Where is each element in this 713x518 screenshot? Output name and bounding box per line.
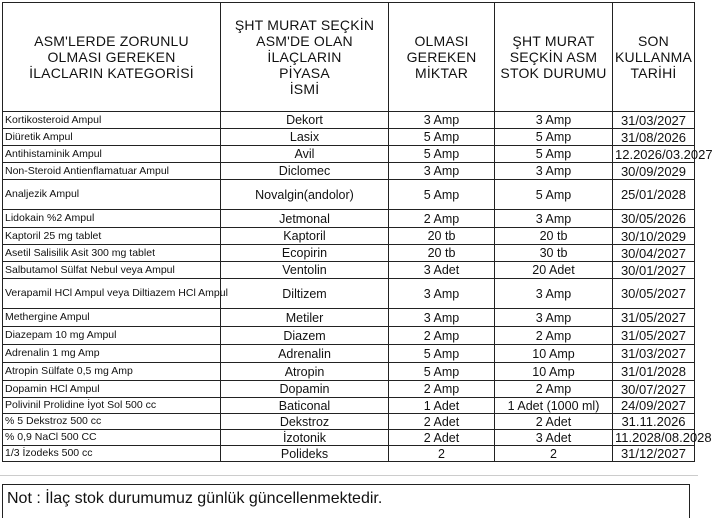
cell-stock: 5 Amp bbox=[495, 146, 613, 163]
medication-sheet bbox=[2, 2, 713, 462]
table-row bbox=[3, 210, 695, 228]
table-row bbox=[3, 309, 695, 327]
cell-brand: Adrenalin bbox=[221, 345, 389, 363]
cell-expiry: 31.11.2026 bbox=[613, 414, 695, 430]
cell-stock: 2 bbox=[495, 446, 613, 462]
cell-stock: 5 Amp bbox=[495, 129, 613, 146]
table-row bbox=[3, 112, 695, 129]
cell-required: 5 Amp bbox=[389, 129, 495, 146]
cell-expiry: 31/12/2027 bbox=[613, 446, 695, 462]
cell-brand: Atropin bbox=[221, 363, 389, 381]
table-row bbox=[3, 279, 695, 309]
table-row bbox=[3, 262, 695, 279]
header-expiry-date: SON KULLANMA TARİHİ bbox=[613, 3, 695, 112]
cell-category: Adrenalin 1 mg Amp bbox=[3, 345, 221, 363]
cell-expiry: 31/03/2027 bbox=[613, 112, 695, 129]
cell-category: Kaptoril 25 mg tablet bbox=[3, 228, 221, 245]
cell-category: Methergine Ampul bbox=[3, 309, 221, 327]
medication-table bbox=[2, 2, 713, 462]
cell-category: Antihistaminik Ampul bbox=[3, 146, 221, 163]
cell-brand: Dekstroz bbox=[221, 414, 389, 430]
cell-expiry: 30/09/2029 bbox=[613, 163, 695, 180]
cell-expiry: 12.2026/03.2027 bbox=[613, 146, 695, 163]
table-row bbox=[3, 327, 695, 345]
cell-category: Kortikosteroid Ampul bbox=[3, 112, 221, 129]
cell-expiry: 31/05/2027 bbox=[613, 309, 695, 327]
cell-required: 3 Adet bbox=[389, 262, 495, 279]
cell-brand: İzotonik bbox=[221, 430, 389, 446]
cell-stock: 3 Amp bbox=[495, 112, 613, 129]
cell-brand: Avil bbox=[221, 146, 389, 163]
cell-brand: Diazem bbox=[221, 327, 389, 345]
header-stock-status: ŞHT MURAT SEÇKİN ASM STOK DURUMU bbox=[495, 3, 613, 112]
cell-category: Polivinil Prolidine İyot Sol 500 cc bbox=[3, 398, 221, 414]
cell-expiry: 31/01/2028 bbox=[613, 363, 695, 381]
cell-required: 3 Amp bbox=[389, 163, 495, 180]
cell-brand: Diclomec bbox=[221, 163, 389, 180]
cell-stock: 3 Amp bbox=[495, 279, 613, 309]
cell-brand: Dopamin bbox=[221, 381, 389, 398]
table-row bbox=[3, 446, 695, 462]
table-row bbox=[3, 381, 695, 398]
cell-required: 2 Amp bbox=[389, 210, 495, 228]
cell-stock: 2 Amp bbox=[495, 327, 613, 345]
cell-expiry: 31/03/2027 bbox=[613, 345, 695, 363]
stock-note: Not : İlaç stok durumumuz günlük güncellenmektedir. bbox=[2, 484, 690, 518]
cell-required: 20 tb bbox=[389, 228, 495, 245]
cell-stock: 3 Adet bbox=[495, 430, 613, 446]
cell-expiry: 30/07/2027 bbox=[613, 381, 695, 398]
cell-category: Dopamin HCl Ampul bbox=[3, 381, 221, 398]
cell-category: Diazepam 10 mg Ampul bbox=[3, 327, 221, 345]
cell-brand: Polideks bbox=[221, 446, 389, 462]
table-row bbox=[3, 430, 695, 446]
cell-category: Verapamil HCl Ampul veya Diltiazem HCl Ampul bbox=[3, 279, 221, 309]
cell-brand: Ventolin bbox=[221, 262, 389, 279]
cell-category: Analjezik Ampul bbox=[3, 180, 221, 210]
cell-stock: 20 tb bbox=[495, 228, 613, 245]
header-brand-name: ŞHT MURAT SEÇKİN ASM'DE OLAN İLAÇLARIN PİYASA İSMİ bbox=[221, 3, 389, 112]
cell-stock: 5 Amp bbox=[495, 180, 613, 210]
cell-category: Diüretik Ampul bbox=[3, 129, 221, 146]
cell-required: 5 Amp bbox=[389, 180, 495, 210]
cell-expiry: 30/01/2027 bbox=[613, 262, 695, 279]
cell-required: 20 tb bbox=[389, 245, 495, 262]
table-row bbox=[3, 228, 695, 245]
header-row bbox=[3, 3, 695, 112]
cell-required: 2 Adet bbox=[389, 430, 495, 446]
table-row bbox=[3, 414, 695, 430]
cell-stock: 20 Adet bbox=[495, 262, 613, 279]
cell-brand: Dekort bbox=[221, 112, 389, 129]
table-row bbox=[3, 163, 695, 180]
cell-brand: Kaptoril bbox=[221, 228, 389, 245]
cell-expiry: 31/05/2027 bbox=[613, 327, 695, 345]
cell-expiry: 30/10/2029 bbox=[613, 228, 695, 245]
cell-brand: Diltizem bbox=[221, 279, 389, 309]
cell-required: 1 Adet bbox=[389, 398, 495, 414]
header-category: ASM'LERDE ZORUNLU OLMASI GEREKEN İLACLARIN KATEGORİSİ bbox=[3, 3, 221, 112]
cell-expiry: 25/01/2028 bbox=[613, 180, 695, 210]
cell-required: 5 Amp bbox=[389, 363, 495, 381]
cell-required: 3 Amp bbox=[389, 279, 495, 309]
divider bbox=[0, 475, 698, 476]
cell-required: 2 Adet bbox=[389, 414, 495, 430]
header-required-quantity: OLMASI GEREKEN MİKTAR bbox=[389, 3, 495, 112]
cell-required: 2 Amp bbox=[389, 327, 495, 345]
cell-stock: 2 Amp bbox=[495, 381, 613, 398]
cell-stock: 1 Adet (1000 ml) bbox=[495, 398, 613, 414]
cell-stock: 3 Amp bbox=[495, 309, 613, 327]
cell-stock: 3 Amp bbox=[495, 163, 613, 180]
cell-category: Atropin Sülfate 0,5 mg Amp bbox=[3, 363, 221, 381]
cell-category: % 5 Dekstroz 500 cc bbox=[3, 414, 221, 430]
cell-category: % 0,9 NaCl 500 CC bbox=[3, 430, 221, 446]
cell-stock: 10 Amp bbox=[495, 345, 613, 363]
cell-brand: Baticonal bbox=[221, 398, 389, 414]
cell-category: Asetil Salisilik Asit 300 mg tablet bbox=[3, 245, 221, 262]
cell-expiry: 30/04/2027 bbox=[613, 245, 695, 262]
cell-required: 3 Amp bbox=[389, 309, 495, 327]
cell-stock: 2 Adet bbox=[495, 414, 613, 430]
cell-brand: Lasix bbox=[221, 129, 389, 146]
cell-brand: Novalgin(andolor) bbox=[221, 180, 389, 210]
cell-expiry: 31/08/2026 bbox=[613, 129, 695, 146]
table-row bbox=[3, 398, 695, 414]
cell-expiry: 30/05/2027 bbox=[613, 279, 695, 309]
table-row bbox=[3, 363, 695, 381]
cell-expiry: 30/05/2026 bbox=[613, 210, 695, 228]
cell-required: 3 Amp bbox=[389, 112, 495, 129]
cell-required: 5 Amp bbox=[389, 146, 495, 163]
table-row bbox=[3, 345, 695, 363]
cell-expiry: 24/09/2027 bbox=[613, 398, 695, 414]
table-row bbox=[3, 129, 695, 146]
cell-required: 2 bbox=[389, 446, 495, 462]
cell-category: Non-Steroid Antienflamatuar Ampul bbox=[3, 163, 221, 180]
table-row bbox=[3, 180, 695, 210]
table-row bbox=[3, 245, 695, 262]
cell-brand: Metiler bbox=[221, 309, 389, 327]
cell-category: Salbutamol Sülfat Nebul veya Ampul bbox=[3, 262, 221, 279]
cell-expiry: 11.2028/08.2028 bbox=[613, 430, 695, 446]
cell-required: 5 Amp bbox=[389, 345, 495, 363]
cell-category: 1/3 İzodeks 500 cc bbox=[3, 446, 221, 462]
cell-brand: Ecopirin bbox=[221, 245, 389, 262]
cell-stock: 10 Amp bbox=[495, 363, 613, 381]
cell-required: 2 Amp bbox=[389, 381, 495, 398]
cell-category: Lidokain %2 Ampul bbox=[3, 210, 221, 228]
cell-brand: Jetmonal bbox=[221, 210, 389, 228]
cell-stock: 3 Amp bbox=[495, 210, 613, 228]
table-row bbox=[3, 146, 695, 163]
cell-stock: 30 tb bbox=[495, 245, 613, 262]
